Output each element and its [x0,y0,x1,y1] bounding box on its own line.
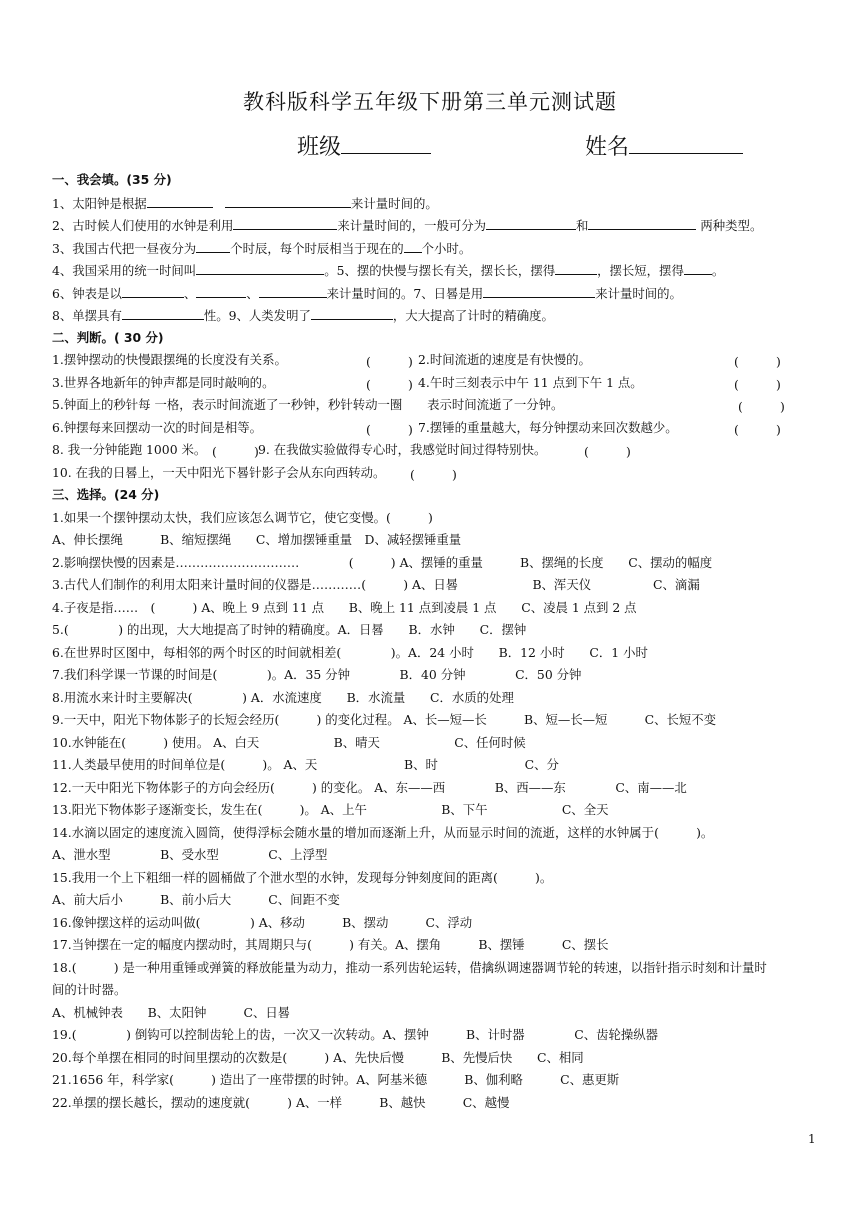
answer-paren[interactable]: ( ) [734,377,781,392]
choice-question-13: 13.阳光下物体影子逐渐变长，发生在( )。 A、上午 B、下午 C、全天 [52,802,609,817]
fill-question-1: 1、太阳钟是根据 来计量时间的。 [52,196,438,211]
choice-question-10: 10.水钟能在( ) 使用。 A、白天 B、晴天 C、任何时候 [52,735,526,750]
choice-question-14: 14.水滴以固定的速度流入圆筒，使得浮标会随水量的增加而逐渐上升，从而显示时间的流逝，这样的水钟属于( )。 [52,825,714,840]
fill-question-8-9: 8、单摆具有 性。9、人类发明了 ，大大提高了计时的精确度。 [52,308,554,323]
choice-question-6: 6.在世界时区图中，每相邻的两个时区的时间就相差( )。A．24 小时 B．12 小时 C．1 小时 [52,645,648,660]
answer-paren[interactable]: ( ) [738,399,785,414]
choice-question-19: 19.( ) 倒钩可以控制齿轮上的齿，一次又一次转动。A、摆钟 B、计时器 C、齿轮操纵器 [52,1027,659,1042]
choice-question-9: 9.一天中，阳光下物体影子的长短会经历( ) 的变化过程。 A、长—短—长 B、短—长—短 C、长短不变 [52,712,717,727]
choice-question-8: 8.用流水来计时主要解决( ) A．水流速度 B．水流量 C．水质的处理 [52,690,514,705]
choice-question-20: 20.每个单摆在相同的时间里摆动的次数是( ) A、先快后慢 B、先慢后快 C、相同 [52,1050,584,1065]
section2-header: 二、判断。( 30 分) [52,330,164,345]
choice-question-12: 12.一天中阳光下物体影子的方向会经历( ) 的变化。 A、东——西 B、西——东 C、南——北 [52,780,687,795]
choice-question-22: 22.单摆的摆长越长，摆动的速度就( ) A、一样 B、越快 C、越慢 [52,1095,510,1110]
page-number: 1 [808,1132,816,1146]
choice-question-5: 5.( ) 的出现，大大地提高了时钟的精确度。A．日晷 B．水钟 C．摆钟 [52,622,527,637]
fill-question-4-5: 4、我国采用的统一时间叫 。5、摆的快慢与摆长有关，摆长长，摆得 ，摆长短，摆得 。 [52,263,725,278]
choice-question-21: 21.1656 年，科学家( ) 造出了一座带摆的时钟。A、阿基米德 B、伽利略 C、惠更斯 [52,1072,620,1087]
choice-options-18: A、机械钟表 B、太阳钟 C、日晷 [52,1005,291,1020]
name-field [585,130,743,161]
answer-paren[interactable]: ( ) [584,444,631,459]
judge-question-6: 6.钟摆每来回摆动一次的时间是相等。 [52,420,263,435]
choice-question-18-cont: 间的计时器。 [52,982,127,997]
choice-question-17: 17.当钟摆在一定的幅度内摆动时，其周期只与( ) 有关。A、摆角 B、摆锤 C、摆长 [52,937,609,952]
answer-paren[interactable]: ( ) [410,467,457,482]
judge-question-5: 5.钟面上的秒针每 一格，表示时间流逝了一秒钟，秒针转动一圈 表示时间流逝了一分钟。 [52,397,564,412]
answer-paren[interactable]: ( ) [734,422,781,437]
section1-header: 一、我会填。(35 分) [52,172,172,187]
name-label: 姓名 [585,135,630,160]
fill-question-6-7: 6、钟表是以 、 、 来计量时间的。7、日晷是用 来计量时间的。 [52,286,682,301]
choice-question-18: 18.( ) 是一种用重锤或弹簧的释放能量为动力，推动一系列齿轮运转，借擒纵调速器调节轮的转速，以指针指示时刻和计量时 [52,960,767,975]
answer-paren[interactable]: ( ) [212,444,259,459]
fill-question-3: 3、我国古代把一昼夜分为 个时辰，每个时辰相当于现在的 个小时。 [52,241,472,256]
judge-question-10: 10. 在我的日晷上，一天中阳光下晷针影子会从东向西转动。 [52,465,386,480]
choice-options-15: A、前大后小 B、前小后大 C、间距不变 [52,892,340,907]
choice-question-15: 15.我用一个上下粗细一样的圆桶做了个泄水型的水钟，发现每分钟刻度间的距离( )。 [52,870,553,885]
judge-question-9: 9. 在我做实验做得专心时，我感觉时间过得特别快。 [258,442,547,457]
judge-question-2: 2.时间流逝的速度是有快慢的。 [418,352,591,367]
answer-paren[interactable]: ( ) [366,354,413,369]
judge-question-3: 3.世界各地新年的钟声都是同时敲响的。 [52,375,275,390]
choice-question-3: 3.古代人们制作的利用太阳来计量时间的仪器是…………( ) A、日晷 B、浑天仪 C、滴漏 [52,577,700,592]
name-blank[interactable] [629,131,743,154]
choice-question-11: 11.人类最早使用的时间单位是( )。 A、天 B、时 C、分 [52,757,559,772]
class-field [297,130,431,161]
answer-paren[interactable]: ( ) [734,354,781,369]
judge-question-1: 1.摆钟摆动的快慢跟摆绳的长度没有关系。 [52,352,287,367]
judge-question-8: 8. 我一分钟能跑 1000 米。 [52,442,207,457]
class-label: 班级 [297,135,342,160]
choice-options-1: A、伸长摆绳 B、缩短摆绳 C、增加摆锤重量 D、减轻摆锤重量 [52,532,462,547]
choice-question-1: 1.如果一个摆钟摆动太快，我们应该怎么调节它，使它变慢。( ) [52,510,433,525]
answer-paren[interactable]: ( ) [366,377,413,392]
judge-question-4: 4.午时三刻表示中午 11 点到下午 1 点。 [418,375,643,390]
class-blank[interactable] [341,131,431,154]
choice-question-2: 2.影响摆快慢的因素是………………………… ( ) A、摆锤的重量 B、摆绳的长度 C、摆动的幅度 [52,555,713,570]
fill-question-2: 2、古时候人们使用的水钟是利用 来计量时间的，一般可分为 和 两种类型。 [52,218,763,233]
answer-paren[interactable]: ( ) [366,422,413,437]
choice-question-7: 7.我们科学课一节课的时间是( )。A．35 分钟 B．40 分钟 C．50 分钟 [52,667,582,682]
page-title: 教科版科学五年级下册第三单元测试题 [243,90,617,114]
section3-header: 三、选择。(24 分) [52,487,160,502]
choice-options-14: A、泄水型 B、受水型 C、上浮型 [52,847,328,862]
choice-question-16: 16.像钟摆这样的运动叫做( ) A、移动 B、摆动 C、浮动 [52,915,473,930]
judge-question-7: 7.摆锤的重量越大，每分钟摆动来回次数越少。 [418,420,678,435]
choice-question-4: 4.子夜是指…… ( ) A、晚上 9 点到 11 点 B、晚上 11 点到凌晨 1 点 C、凌晨 1 点到 2 点 [52,600,637,615]
